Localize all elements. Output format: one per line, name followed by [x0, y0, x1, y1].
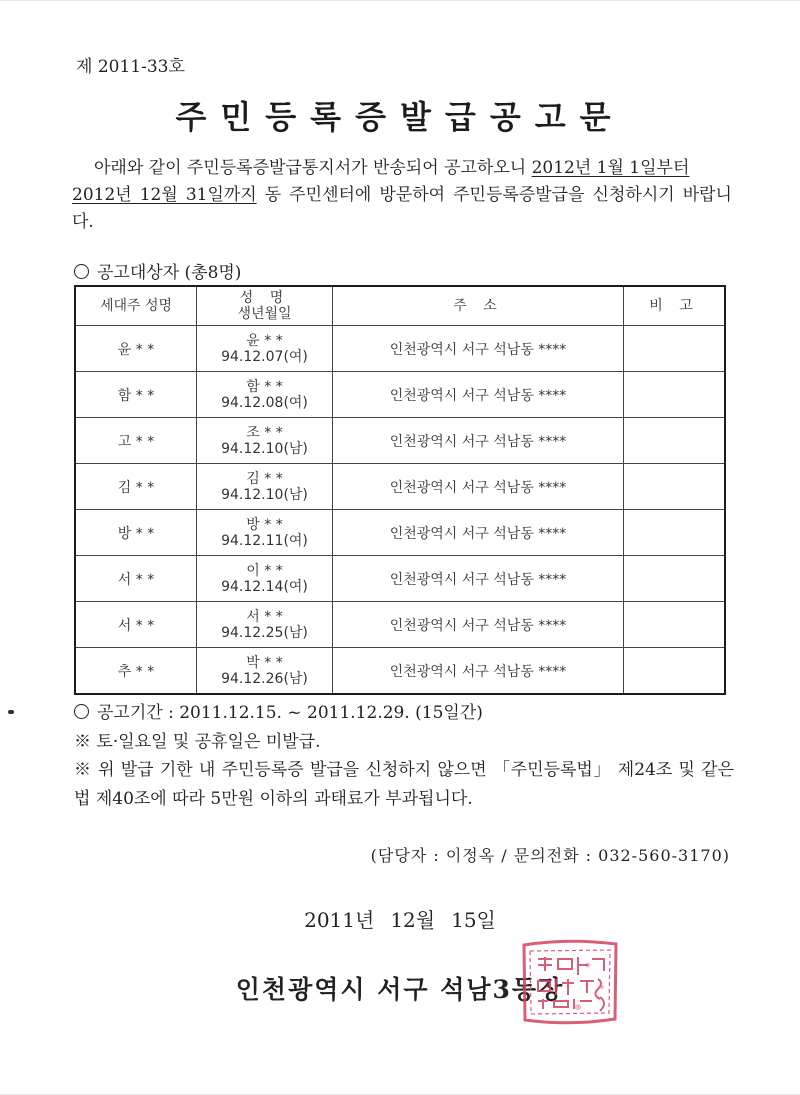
cell-birthdate: 94.12.10(남): [221, 486, 308, 503]
cell-name: 조 * *: [246, 424, 283, 441]
target-heading-text: 공고대상자 (총8명): [97, 263, 242, 283]
cell-birthdate: 94.12.25(남): [221, 624, 308, 641]
cell-name-birth: [197, 648, 333, 695]
cell-name-birth: [197, 464, 333, 510]
cell-household-head: 방 * *: [75, 510, 197, 556]
table-row: [75, 648, 725, 695]
cell-birthdate: 94.12.14(여): [221, 578, 308, 595]
cell-note: [624, 556, 726, 602]
cell-household-head: 서 * *: [75, 602, 197, 648]
table-row: [75, 372, 725, 418]
issue-date-day: 15일: [451, 908, 496, 932]
notice-table: [74, 285, 726, 695]
circle-bullet-icon: [74, 264, 89, 279]
cell-name-birth: [197, 372, 333, 418]
document-number: 제 2011-33호: [76, 57, 185, 77]
contact-info: (담당자 : 이정옥 / 문의전화 : 032-560-3170): [370, 846, 730, 865]
header-name-line: 성 명: [239, 290, 290, 306]
issue-date: [0, 904, 800, 933]
intro-paragraph: [72, 155, 732, 236]
cell-name-birth: [197, 556, 333, 602]
cell-household-head: 함 * *: [75, 372, 197, 418]
cell-name-birth: [197, 602, 333, 648]
cell-name-birth: [197, 510, 333, 556]
cell-note: [624, 326, 726, 372]
header-household-head: 세대주 성명: [75, 286, 197, 326]
cell-address: 인천광역시 서구 석남동 ****: [333, 418, 624, 464]
cell-household-head: 고 * *: [75, 418, 197, 464]
cell-note: [624, 418, 726, 464]
header-address: 주 소: [333, 286, 624, 326]
cell-birthdate: 94.12.11(여): [221, 532, 308, 549]
cell-address: 인천광역시 서구 석남동 ****: [333, 648, 624, 695]
table-row: [75, 464, 725, 510]
table-row: [75, 602, 725, 648]
cell-note: [624, 372, 726, 418]
intro-period-start: 2012년 1월 1일부터: [531, 158, 690, 178]
cell-household-head: 추 * *: [75, 648, 197, 695]
cell-note: [624, 510, 726, 556]
table-row: [75, 556, 725, 602]
notice-note-penalty: ※ 위 발급 기한 내 주민등록증 발급을 신청하지 않으면 「주민등록법」 제24조 및 같은 법 제40조에 따라 5만원 이하의 과태료가 부과됩니다.: [74, 760, 734, 809]
cell-name: 윤 * *: [246, 332, 283, 349]
issue-date-year: 2011년: [304, 908, 375, 932]
header-birth-line: 생년월일: [237, 306, 292, 322]
table-row: [75, 326, 725, 372]
table-row: [75, 418, 725, 464]
cell-address: 인천광역시 서구 석남동 ****: [333, 326, 624, 372]
cell-address: 인천광역시 서구 석남동 ****: [333, 372, 624, 418]
table-body: [75, 326, 725, 695]
cell-name: 함 * *: [246, 378, 283, 395]
cell-address: 인천광역시 서구 석남동 ****: [333, 556, 624, 602]
cell-household-head: 윤 * *: [75, 326, 197, 372]
cell-birthdate: 94.12.26(남): [221, 670, 308, 687]
header-name-birth: [197, 286, 333, 326]
intro-text-part2: 동 주민센터에 방문하여 주민등록증발급을 신청하시기 바랍니다.: [72, 185, 732, 232]
intro-period-end: 2012년 12월 31일까지: [72, 185, 257, 205]
cell-note: [624, 648, 726, 695]
cell-note: [624, 464, 726, 510]
scan-edge-top: [0, 0, 800, 1]
cell-birthdate: 94.12.07(여): [221, 348, 308, 365]
cell-household-head: 서 * *: [75, 556, 197, 602]
notice-note-weekend: ※ 토·일요일 및 공휴일은 미발급.: [74, 732, 321, 752]
intro-text-part1: 아래와 같이 주민등록증발급통지서가 반송되어 공고하오니: [94, 158, 532, 178]
notice-period: [74, 698, 483, 723]
cell-address: 인천광역시 서구 석남동 ****: [333, 510, 624, 556]
cell-name: 방 * *: [246, 516, 283, 533]
issue-date-month: 12월: [390, 908, 436, 932]
cell-birthdate: 94.12.08(여): [221, 394, 308, 411]
signer-title: 인천광역시 서구 석남3동장: [235, 975, 565, 1004]
table-row: [75, 510, 725, 556]
cell-note: [624, 602, 726, 648]
cell-name: 이 * *: [246, 562, 283, 579]
scan-speck: [8, 710, 14, 714]
cell-name: 박 * *: [246, 654, 283, 671]
cell-birthdate: 94.12.10(남): [221, 440, 308, 457]
cell-name: 서 * *: [246, 608, 283, 625]
official-seal-stamp: [518, 935, 622, 1027]
circle-bullet-icon: [74, 704, 89, 719]
cell-name: 김 * *: [246, 470, 283, 487]
target-heading: [74, 258, 241, 283]
notice-period-text: 공고기간 : 2011.12.15. ~ 2011.12.29. (15일간): [97, 703, 483, 723]
cell-address: 인천광역시 서구 석남동 ****: [333, 602, 624, 648]
cell-address: 인천광역시 서구 석남동 ****: [333, 464, 624, 510]
cell-name-birth: [197, 418, 333, 464]
cell-household-head: 김 * *: [75, 464, 197, 510]
cell-name-birth: [197, 326, 333, 372]
header-note: 비 고: [624, 286, 726, 326]
table-header-row: [75, 286, 725, 326]
notice-table-container: [74, 285, 726, 695]
document-title: 주민등록증발급공고문: [175, 98, 625, 136]
